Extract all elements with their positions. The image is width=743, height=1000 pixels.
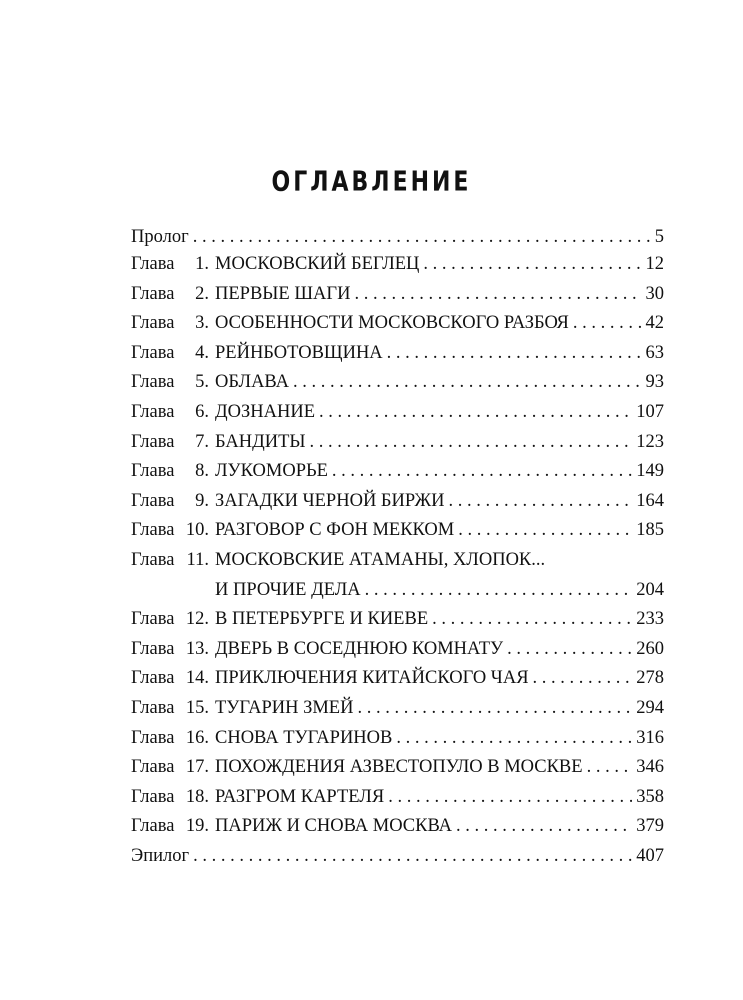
entry-prefix: Глава — [131, 697, 175, 718]
entry-prefix: Глава — [131, 786, 175, 807]
toc-entry-chapter-1[interactable] — [131, 250, 664, 280]
toc-entry-chapter-18[interactable] — [131, 783, 664, 813]
entry-number: 16. — [185, 727, 209, 748]
dot-leader — [319, 398, 632, 428]
entry-page-number: 260 — [636, 638, 664, 659]
entry-title: В ПЕТЕРБУРГЕ И КИЕВЕ — [215, 609, 429, 630]
toc-entry-chapter-11-line-2[interactable] — [131, 576, 664, 606]
entry-page-number: 123 — [636, 431, 664, 452]
entry-prefix: Глава — [131, 757, 175, 778]
toc-entry-chapter-15[interactable] — [131, 694, 664, 724]
entry-title: МОСКОВСКИЙ БЕГЛЕЦ — [215, 254, 420, 274]
dot-leader — [507, 635, 632, 665]
entry-number: 12. — [185, 609, 209, 630]
entry-prefix: Глава — [131, 313, 175, 334]
toc-entry-chapter-7[interactable] — [131, 428, 664, 458]
toc-entry-chapter-8[interactable] — [131, 457, 664, 487]
entry-number: 8. — [195, 461, 209, 482]
entry-prefix: Глава — [131, 431, 175, 452]
toc-entry-epilogue[interactable] — [131, 842, 664, 872]
entry-page-number: 5 — [654, 227, 664, 247]
toc-entry-chapter-11-line-1[interactable] — [131, 546, 664, 576]
toc-entry-chapter-5[interactable] — [131, 368, 664, 398]
entry-title: ПОХОЖДЕНИЯ АЗВЕСТОПУЛО В МОСКВЕ — [215, 757, 583, 778]
dot-leader — [354, 280, 641, 310]
entry-page-number: 107 — [636, 401, 664, 422]
toc-entry-chapter-16[interactable] — [131, 724, 664, 754]
entry-page-number: 149 — [636, 461, 664, 482]
entry-prefix: Глава — [131, 668, 175, 689]
entry-page-number: 407 — [636, 845, 664, 866]
entry-number: 13. — [185, 638, 209, 659]
dot-leader — [423, 250, 641, 280]
entry-title: ПЕРВЫЕ ШАГИ — [215, 283, 351, 304]
entry-title: РАЗГОВОР С ФОН МЕККОМ — [215, 520, 455, 541]
dot-leader — [388, 783, 632, 813]
entry-page-number: 185 — [636, 520, 664, 541]
entry-page-number: 204 — [636, 579, 664, 600]
entry-number: 11. — [186, 549, 209, 570]
entry-page-number: 278 — [636, 668, 664, 689]
entry-prefix: Глава — [131, 401, 175, 422]
entry-number: 7. — [195, 431, 209, 452]
entry-prefix: Глава — [131, 490, 175, 511]
entry-number: 5. — [195, 372, 209, 393]
entry-title: ЗАГАДКИ ЧЕРНОЙ БИРЖИ — [215, 490, 445, 511]
entry-number: 18. — [185, 786, 209, 807]
entry-prefix: Эпилог — [131, 845, 190, 866]
entry-page-number: 63 — [645, 342, 664, 363]
entry-page-number: 316 — [636, 727, 664, 748]
toc-entry-chapter-19[interactable] — [131, 812, 664, 842]
entry-page-number: 358 — [636, 786, 664, 807]
toc-entry-chapter-14[interactable] — [131, 664, 664, 694]
entry-title: ОБЛАВА — [215, 372, 289, 393]
toc-entry-chapter-6[interactable] — [131, 398, 664, 428]
entry-title: ЛУКОМОРЬЕ — [215, 461, 328, 482]
entry-title-continued: И ПРОЧИЕ ДЕЛА — [215, 579, 361, 600]
toc-entry-chapter-2[interactable] — [131, 280, 664, 310]
entry-prefix: Глава — [131, 549, 175, 570]
toc-heading: ОГЛАВЛЕНИЕ — [271, 166, 472, 199]
toc-entry-prologue[interactable] — [131, 225, 664, 250]
entry-title: СНОВА ТУГАРИНОВ — [215, 727, 393, 748]
entry-page-number: 379 — [636, 816, 664, 837]
dot-leader — [533, 664, 633, 694]
entry-title: БАНДИТЫ — [215, 431, 306, 452]
entry-page-number: 93 — [645, 372, 664, 393]
toc-entry-chapter-13[interactable] — [131, 635, 664, 665]
entry-page-number: 164 — [636, 490, 664, 511]
dot-leader — [587, 753, 633, 783]
entry-title: РЕЙНБОТОВЩИНА — [215, 342, 383, 363]
entry-prefix: Глава — [131, 254, 175, 274]
entry-number: 3. — [195, 313, 209, 334]
entry-title: МОСКОВСКИЕ АТАМАНЫ, ХЛОПОК... — [215, 549, 546, 570]
entry-prefix: Глава — [131, 342, 175, 363]
entry-prefix: Глава — [131, 372, 175, 393]
dot-leader — [365, 576, 633, 606]
entry-page-number: 233 — [636, 609, 664, 630]
dot-leader — [432, 605, 632, 635]
dot-leader — [293, 368, 642, 398]
entry-prefix: Пролог — [131, 227, 189, 247]
dot-leader — [456, 812, 632, 842]
dot-leader — [193, 225, 651, 250]
toc-entry-chapter-17[interactable] — [131, 753, 664, 783]
entry-prefix: Глава — [131, 461, 175, 482]
dot-leader — [332, 457, 632, 487]
entry-title: ПАРИЖ И СНОВА МОСКВА — [215, 816, 453, 837]
entry-prefix: Глава — [131, 816, 175, 837]
entry-prefix: Глава — [131, 727, 175, 748]
entry-number: 15. — [185, 697, 209, 718]
dot-leader — [387, 339, 642, 369]
dot-leader — [573, 309, 642, 339]
toc-entry-chapter-4[interactable] — [131, 339, 664, 369]
entry-page-number: 30 — [645, 283, 664, 304]
dot-leader — [449, 487, 633, 517]
toc-entry-chapter-3[interactable] — [131, 309, 664, 339]
dot-leader — [458, 516, 632, 546]
entry-page-number: 12 — [645, 254, 664, 274]
dot-leader — [193, 842, 632, 872]
entry-number: 14. — [185, 668, 209, 689]
entry-page-number: 294 — [636, 697, 664, 718]
entry-title: ДВЕРЬ В СОСЕДНЮЮ КОМНАТУ — [215, 638, 504, 659]
entry-prefix: Глава — [131, 520, 175, 541]
entry-number: 19. — [185, 816, 209, 837]
table-of-contents — [131, 225, 664, 871]
entry-number: 17. — [185, 757, 209, 778]
dot-leader — [357, 694, 632, 724]
entry-title: ОСОБЕННОСТИ МОСКОВСКОГО РАЗБОЯ — [215, 313, 569, 334]
entry-prefix: Глава — [131, 638, 175, 659]
entry-number: 1. — [195, 254, 209, 274]
entry-title: ТУГАРИН ЗМЕЙ — [215, 697, 354, 718]
entry-number: 9. — [195, 490, 209, 511]
dot-leader — [396, 724, 632, 754]
toc-entry-chapter-12[interactable] — [131, 605, 664, 635]
entry-number: 6. — [195, 401, 209, 422]
entry-page-number: 346 — [636, 757, 664, 778]
entry-number: 4. — [195, 342, 209, 363]
entry-prefix: Глава — [131, 609, 175, 630]
entry-title: РАЗГРОМ КАРТЕЛЯ — [215, 786, 385, 807]
entry-page-number: 42 — [645, 313, 664, 334]
entry-number: 10. — [185, 520, 209, 541]
entry-title: ПРИКЛЮЧЕНИЯ КИТАЙСКОГО ЧАЯ — [215, 668, 529, 689]
dot-leader — [310, 428, 633, 458]
toc-entry-chapter-9[interactable] — [131, 487, 664, 517]
entry-prefix: Глава — [131, 283, 175, 304]
toc-entry-chapter-10[interactable] — [131, 516, 664, 546]
entry-title: ДОЗНАНИЕ — [215, 401, 315, 422]
entry-number: 2. — [195, 283, 209, 304]
